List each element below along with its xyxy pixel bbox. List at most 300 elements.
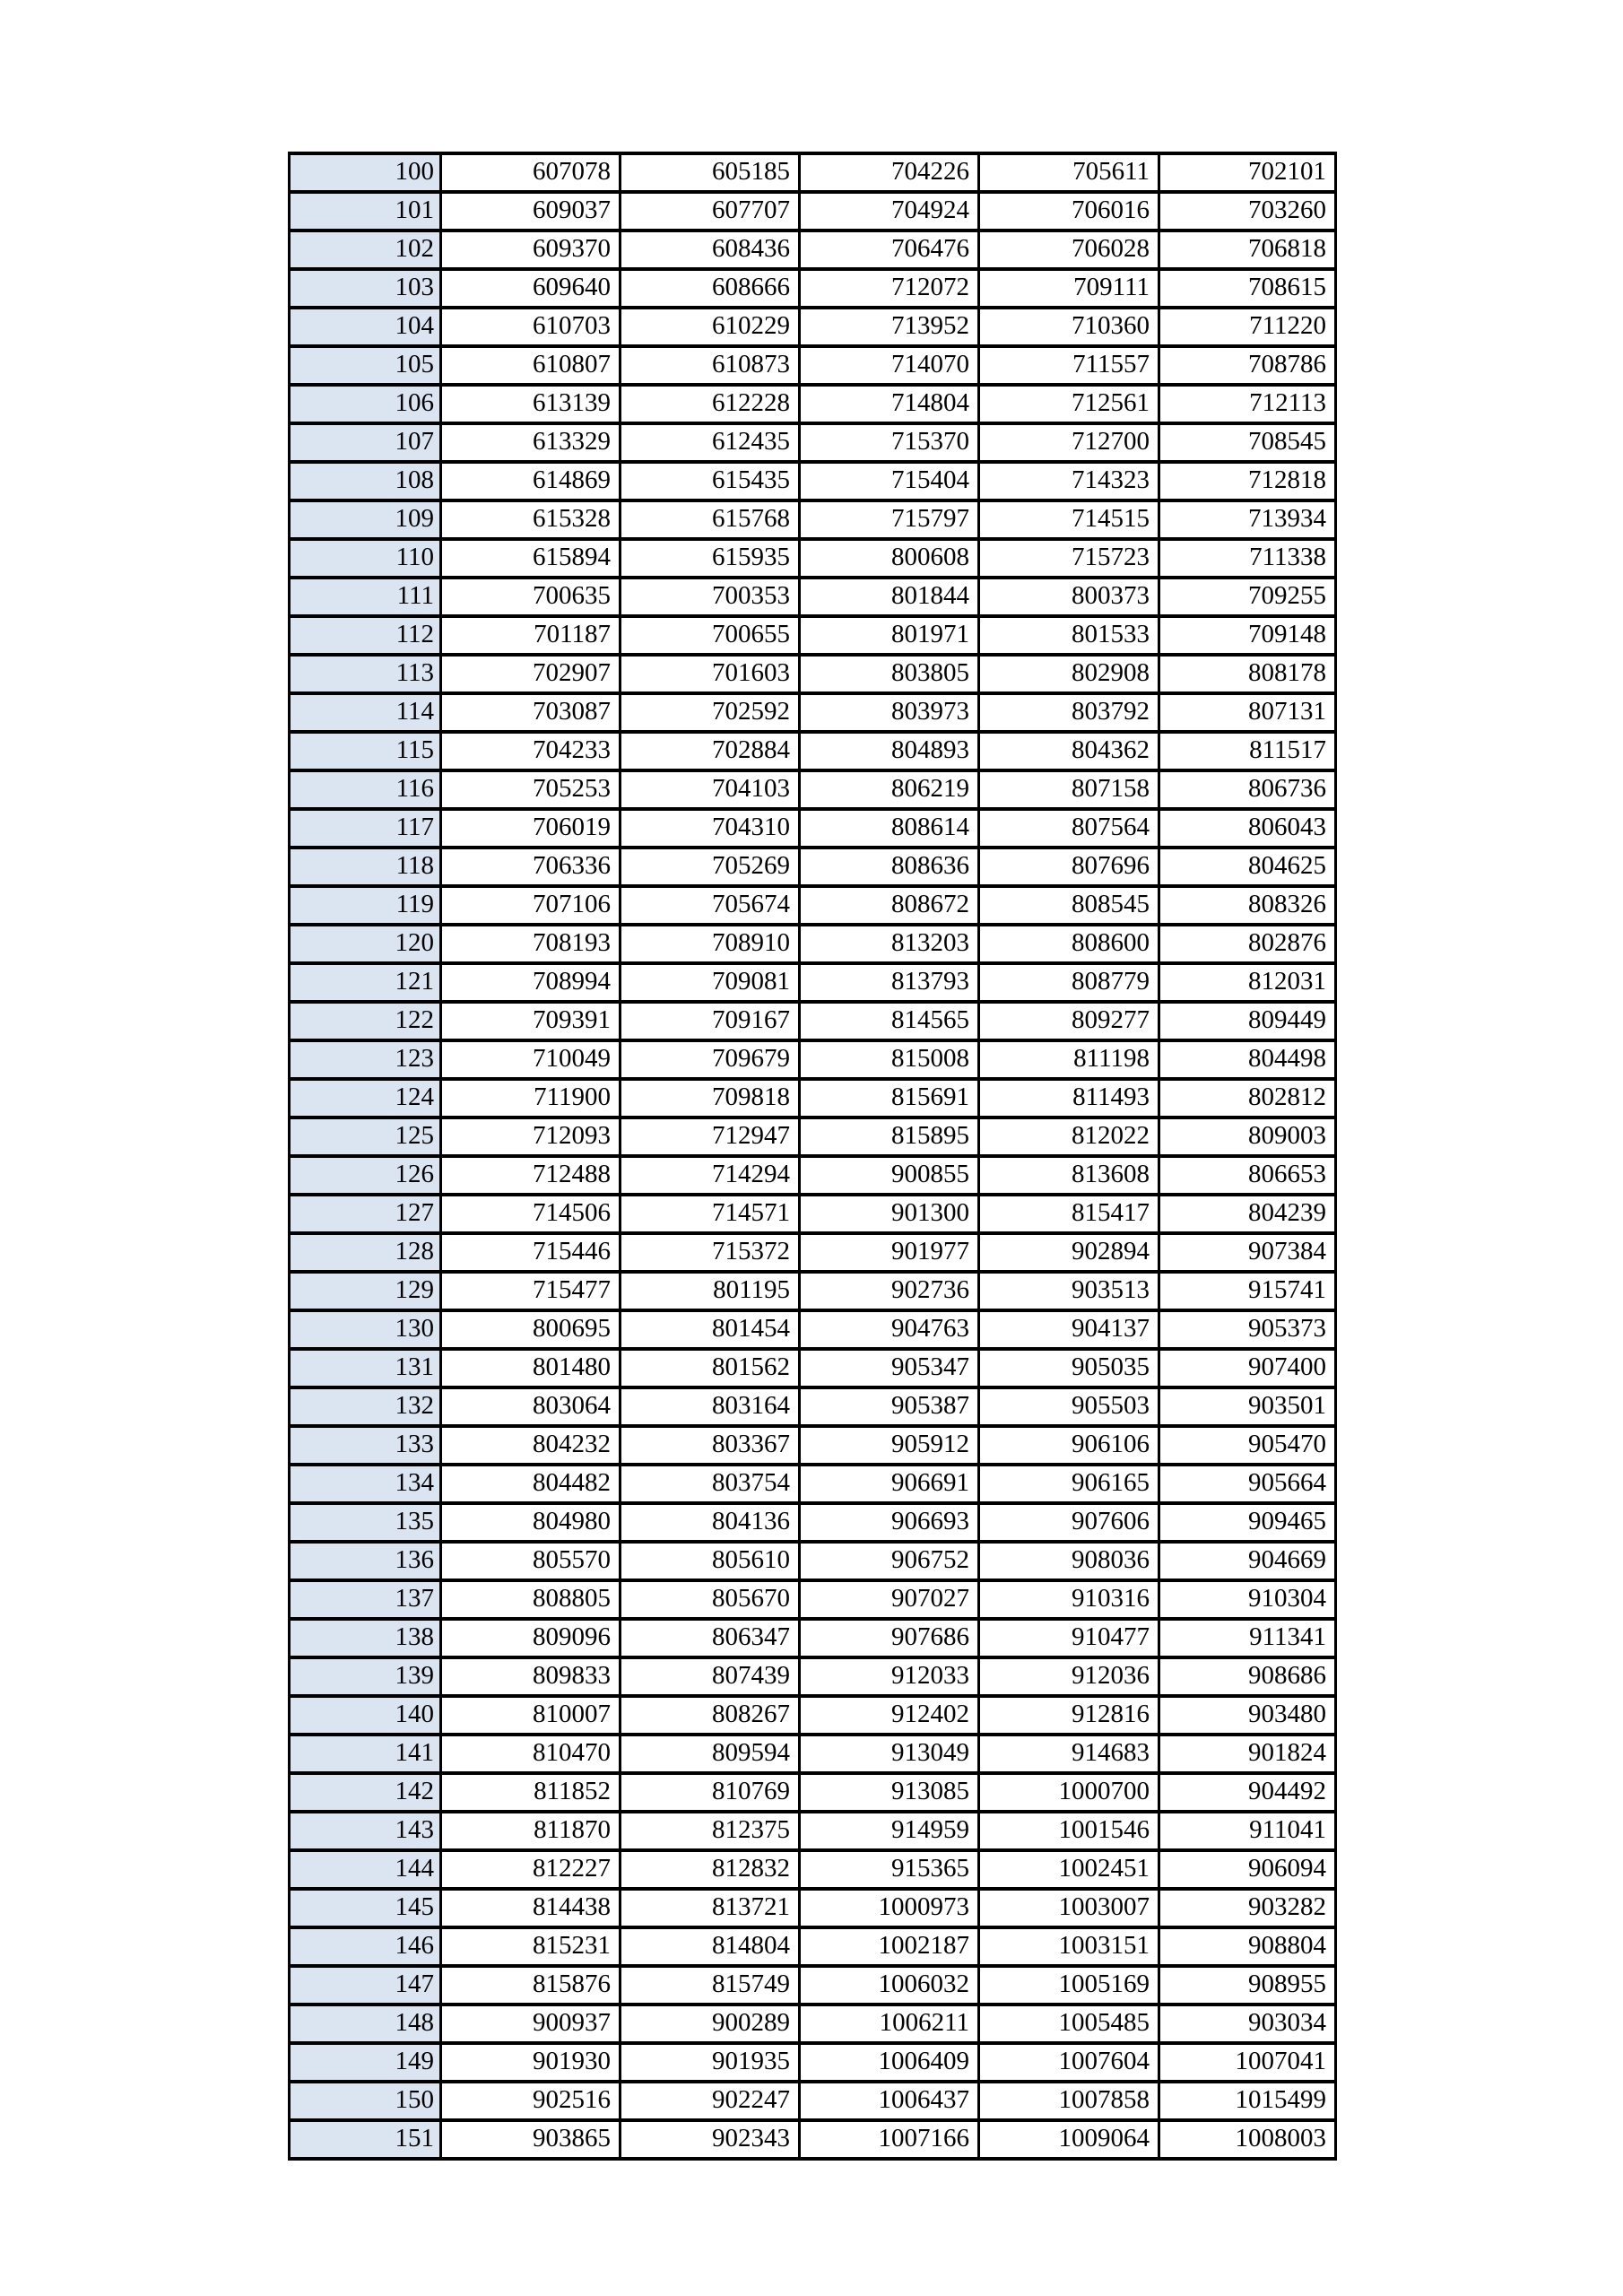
table-row <box>290 2005 1336 2043</box>
value-cell: 906094 <box>1159 1850 1336 1889</box>
row-number-cell: 136 <box>290 1542 441 1580</box>
row-number-cell: 130 <box>290 1310 441 1349</box>
value-cell: 904137 <box>979 1310 1159 1349</box>
value-cell: 809449 <box>1159 1002 1336 1040</box>
value-cell: 713934 <box>1159 500 1336 539</box>
value-cell: 803064 <box>441 1387 621 1426</box>
value-cell: 702884 <box>621 732 800 770</box>
value-cell: 615435 <box>621 462 800 500</box>
value-cell: 710360 <box>979 308 1159 346</box>
value-cell: 815417 <box>979 1195 1159 1233</box>
value-cell: 615894 <box>441 539 621 578</box>
value-cell: 905664 <box>1159 1465 1336 1503</box>
value-cell: 1003151 <box>979 1927 1159 1966</box>
value-cell: 1005485 <box>979 2005 1159 2043</box>
value-cell: 808178 <box>1159 655 1336 693</box>
value-cell: 901935 <box>621 2043 800 2082</box>
row-number-cell: 139 <box>290 1657 441 1696</box>
value-cell: 605185 <box>621 153 800 192</box>
value-cell: 615768 <box>621 500 800 539</box>
row-number-cell: 133 <box>290 1426 441 1465</box>
value-cell: 715372 <box>621 1233 800 1272</box>
value-cell: 808636 <box>800 848 979 886</box>
row-number-cell: 108 <box>290 462 441 500</box>
table-row <box>290 1619 1336 1657</box>
value-cell: 907400 <box>1159 1349 1336 1387</box>
value-cell: 709111 <box>979 269 1159 308</box>
table-row <box>290 655 1336 693</box>
value-cell: 714323 <box>979 462 1159 500</box>
table-row <box>290 1156 1336 1195</box>
table-row <box>290 1503 1336 1542</box>
value-cell: 910477 <box>979 1619 1159 1657</box>
value-cell: 806653 <box>1159 1156 1336 1195</box>
value-cell: 814565 <box>800 1002 979 1040</box>
value-cell: 903865 <box>441 2120 621 2159</box>
value-cell: 812031 <box>1159 963 1336 1002</box>
value-cell: 1006211 <box>800 2005 979 2043</box>
table-row <box>290 1966 1336 2005</box>
value-cell: 712072 <box>800 269 979 308</box>
row-number-cell: 120 <box>290 925 441 963</box>
table-row <box>290 1927 1336 1966</box>
value-cell: 810769 <box>621 1773 800 1812</box>
value-cell: 904669 <box>1159 1542 1336 1580</box>
row-number-cell: 103 <box>290 269 441 308</box>
value-cell: 609037 <box>441 192 621 230</box>
value-cell: 704924 <box>800 192 979 230</box>
table-row <box>290 539 1336 578</box>
value-cell: 804980 <box>441 1503 621 1542</box>
row-number-cell: 145 <box>290 1889 441 1927</box>
value-cell: 709818 <box>621 1079 800 1118</box>
table-row <box>290 1812 1336 1850</box>
value-cell: 803973 <box>800 693 979 732</box>
value-cell: 1007166 <box>800 2120 979 2159</box>
value-cell: 913049 <box>800 1735 979 1773</box>
table-row <box>290 1310 1336 1349</box>
value-cell: 804498 <box>1159 1040 1336 1079</box>
row-number-cell: 113 <box>290 655 441 693</box>
value-cell: 901300 <box>800 1195 979 1233</box>
row-number-cell: 124 <box>290 1079 441 1118</box>
value-cell: 1007604 <box>979 2043 1159 2082</box>
value-cell: 811870 <box>441 1812 621 1850</box>
value-cell: 905912 <box>800 1426 979 1465</box>
value-cell: 703260 <box>1159 192 1336 230</box>
value-cell: 1006409 <box>800 2043 979 2082</box>
table-row <box>290 308 1336 346</box>
value-cell: 708615 <box>1159 269 1336 308</box>
value-cell: 912816 <box>979 1696 1159 1735</box>
table-row <box>290 770 1336 809</box>
value-cell: 701603 <box>621 655 800 693</box>
table-row <box>290 1657 1336 1696</box>
value-cell: 903480 <box>1159 1696 1336 1735</box>
value-cell: 915741 <box>1159 1272 1336 1310</box>
value-cell: 902736 <box>800 1272 979 1310</box>
value-cell: 807696 <box>979 848 1159 886</box>
row-number-cell: 151 <box>290 2120 441 2159</box>
value-cell: 905387 <box>800 1387 979 1426</box>
value-cell: 1009064 <box>979 2120 1159 2159</box>
value-cell: 812022 <box>979 1118 1159 1156</box>
row-number-cell: 122 <box>290 1002 441 1040</box>
row-number-cell: 149 <box>290 2043 441 2082</box>
row-number-cell: 101 <box>290 192 441 230</box>
value-cell: 908955 <box>1159 1966 1336 2005</box>
value-cell: 914959 <box>800 1812 979 1850</box>
value-cell: 714804 <box>800 385 979 423</box>
value-cell: 804482 <box>441 1465 621 1503</box>
value-cell: 706019 <box>441 809 621 848</box>
value-cell: 910316 <box>979 1580 1159 1619</box>
value-cell: 903501 <box>1159 1387 1336 1426</box>
value-cell: 900855 <box>800 1156 979 1195</box>
value-cell: 801971 <box>800 616 979 655</box>
row-number-cell: 138 <box>290 1619 441 1657</box>
value-cell: 912033 <box>800 1657 979 1696</box>
value-cell: 801533 <box>979 616 1159 655</box>
value-cell: 815008 <box>800 1040 979 1079</box>
value-cell: 705611 <box>979 153 1159 192</box>
value-cell: 714070 <box>800 346 979 385</box>
value-cell: 804893 <box>800 732 979 770</box>
value-cell: 706016 <box>979 192 1159 230</box>
value-cell: 715797 <box>800 500 979 539</box>
value-cell: 815691 <box>800 1079 979 1118</box>
value-cell: 812227 <box>441 1850 621 1889</box>
value-cell: 814438 <box>441 1889 621 1927</box>
value-cell: 800695 <box>441 1310 621 1349</box>
table-row <box>290 1696 1336 1735</box>
value-cell: 715723 <box>979 539 1159 578</box>
table-row <box>290 1233 1336 1272</box>
value-cell: 907384 <box>1159 1233 1336 1272</box>
table-row <box>290 1850 1336 1889</box>
value-cell: 702592 <box>621 693 800 732</box>
value-cell: 709391 <box>441 1002 621 1040</box>
value-cell: 709255 <box>1159 578 1336 616</box>
value-cell: 708786 <box>1159 346 1336 385</box>
table-row <box>290 346 1336 385</box>
table-row <box>290 848 1336 886</box>
value-cell: 700635 <box>441 578 621 616</box>
table-row <box>290 192 1336 230</box>
value-cell: 908036 <box>979 1542 1159 1580</box>
value-cell: 914683 <box>979 1735 1159 1773</box>
value-cell: 812832 <box>621 1850 800 1889</box>
value-cell: 908686 <box>1159 1657 1336 1696</box>
value-cell: 714294 <box>621 1156 800 1195</box>
row-number-cell: 107 <box>290 423 441 462</box>
row-number-cell: 140 <box>290 1696 441 1735</box>
table-row <box>290 462 1336 500</box>
row-number-cell: 143 <box>290 1812 441 1850</box>
row-number-cell: 137 <box>290 1580 441 1619</box>
value-cell: 810007 <box>441 1696 621 1735</box>
value-cell: 712700 <box>979 423 1159 462</box>
value-cell: 901977 <box>800 1233 979 1272</box>
value-cell: 715404 <box>800 462 979 500</box>
row-number-cell: 119 <box>290 886 441 925</box>
table-row <box>290 886 1336 925</box>
value-cell: 702101 <box>1159 153 1336 192</box>
value-cell: 812375 <box>621 1812 800 1850</box>
value-cell: 808614 <box>800 809 979 848</box>
value-cell: 807158 <box>979 770 1159 809</box>
table-row <box>290 1542 1336 1580</box>
value-cell: 712561 <box>979 385 1159 423</box>
value-cell: 901824 <box>1159 1735 1336 1773</box>
value-cell: 808545 <box>979 886 1159 925</box>
value-cell: 711900 <box>441 1079 621 1118</box>
table-row <box>290 616 1336 655</box>
value-cell: 612435 <box>621 423 800 462</box>
table-row <box>290 693 1336 732</box>
table-row <box>290 1272 1336 1310</box>
value-cell: 803367 <box>621 1426 800 1465</box>
value-cell: 806736 <box>1159 770 1336 809</box>
row-number-cell: 109 <box>290 500 441 539</box>
value-cell: 711220 <box>1159 308 1336 346</box>
value-cell: 613139 <box>441 385 621 423</box>
value-cell: 612228 <box>621 385 800 423</box>
value-cell: 804232 <box>441 1426 621 1465</box>
value-cell: 808672 <box>800 886 979 925</box>
value-cell: 808326 <box>1159 886 1336 925</box>
table-row <box>290 1040 1336 1079</box>
value-cell: 900937 <box>441 2005 621 2043</box>
value-cell: 809096 <box>441 1619 621 1657</box>
value-cell: 709167 <box>621 1002 800 1040</box>
value-cell: 712947 <box>621 1118 800 1156</box>
value-cell: 906691 <box>800 1465 979 1503</box>
value-cell: 712113 <box>1159 385 1336 423</box>
row-number-cell: 125 <box>290 1118 441 1156</box>
row-number-cell: 141 <box>290 1735 441 1773</box>
value-cell: 608436 <box>621 230 800 269</box>
value-cell: 802908 <box>979 655 1159 693</box>
value-cell: 708994 <box>441 963 621 1002</box>
value-cell: 810470 <box>441 1735 621 1773</box>
table-row <box>290 1773 1336 1812</box>
value-cell: 714506 <box>441 1195 621 1233</box>
value-cell: 808805 <box>441 1580 621 1619</box>
value-cell: 803754 <box>621 1465 800 1503</box>
value-cell: 910304 <box>1159 1580 1336 1619</box>
value-cell: 906106 <box>979 1426 1159 1465</box>
table-row <box>290 732 1336 770</box>
value-cell: 610807 <box>441 346 621 385</box>
value-cell: 1000973 <box>800 1889 979 1927</box>
value-cell: 610703 <box>441 308 621 346</box>
row-number-cell: 121 <box>290 963 441 1002</box>
table-row <box>290 1387 1336 1426</box>
value-cell: 610873 <box>621 346 800 385</box>
value-cell: 708545 <box>1159 423 1336 462</box>
value-cell: 709679 <box>621 1040 800 1079</box>
value-cell: 712093 <box>441 1118 621 1156</box>
value-cell: 804239 <box>1159 1195 1336 1233</box>
value-cell: 1008003 <box>1159 2120 1336 2159</box>
value-cell: 709081 <box>621 963 800 1002</box>
value-cell: 615328 <box>441 500 621 539</box>
row-number-cell: 132 <box>290 1387 441 1426</box>
value-cell: 704103 <box>621 770 800 809</box>
value-cell: 1001546 <box>979 1812 1159 1850</box>
value-cell: 907686 <box>800 1619 979 1657</box>
value-cell: 714515 <box>979 500 1159 539</box>
value-cell: 907606 <box>979 1503 1159 1542</box>
table-row <box>290 500 1336 539</box>
value-cell: 801454 <box>621 1310 800 1349</box>
table-row <box>290 153 1336 192</box>
row-number-cell: 106 <box>290 385 441 423</box>
value-cell: 709148 <box>1159 616 1336 655</box>
table-row <box>290 2043 1336 2082</box>
row-number-cell: 104 <box>290 308 441 346</box>
row-number-cell: 105 <box>290 346 441 385</box>
value-cell: 903034 <box>1159 2005 1336 2043</box>
table-row <box>290 2082 1336 2120</box>
value-cell: 805670 <box>621 1580 800 1619</box>
value-cell: 911341 <box>1159 1619 1336 1657</box>
value-cell: 705269 <box>621 848 800 886</box>
table-row <box>290 1079 1336 1118</box>
row-number-cell: 123 <box>290 1040 441 1079</box>
table-row <box>290 963 1336 1002</box>
value-cell: 1006437 <box>800 2082 979 2120</box>
table-row <box>290 1735 1336 1773</box>
value-cell: 805570 <box>441 1542 621 1580</box>
value-cell: 806043 <box>1159 809 1336 848</box>
row-number-cell: 134 <box>290 1465 441 1503</box>
value-cell: 912402 <box>800 1696 979 1735</box>
value-cell: 614869 <box>441 462 621 500</box>
value-cell: 804136 <box>621 1503 800 1542</box>
value-cell: 902894 <box>979 1233 1159 1272</box>
value-cell: 905035 <box>979 1349 1159 1387</box>
value-cell: 915365 <box>800 1850 979 1889</box>
value-cell: 801480 <box>441 1349 621 1387</box>
value-cell: 807439 <box>621 1657 800 1696</box>
table-row <box>290 1195 1336 1233</box>
value-cell: 902247 <box>621 2082 800 2120</box>
value-cell: 1005169 <box>979 1966 1159 2005</box>
value-cell: 1002451 <box>979 1850 1159 1889</box>
value-cell: 903513 <box>979 1272 1159 1310</box>
value-cell: 813721 <box>621 1889 800 1927</box>
table-row <box>290 269 1336 308</box>
row-number-cell: 110 <box>290 539 441 578</box>
row-number-cell: 118 <box>290 848 441 886</box>
value-cell: 809833 <box>441 1657 621 1696</box>
value-cell: 801195 <box>621 1272 800 1310</box>
value-cell: 710049 <box>441 1040 621 1079</box>
value-cell: 805610 <box>621 1542 800 1580</box>
row-number-cell: 142 <box>290 1773 441 1812</box>
value-cell: 703087 <box>441 693 621 732</box>
value-cell: 607078 <box>441 153 621 192</box>
value-cell: 808779 <box>979 963 1159 1002</box>
value-cell: 814804 <box>621 1927 800 1966</box>
value-cell: 712488 <box>441 1156 621 1195</box>
value-cell: 903282 <box>1159 1889 1336 1927</box>
value-cell: 613329 <box>441 423 621 462</box>
value-cell: 809594 <box>621 1735 800 1773</box>
value-cell: 804362 <box>979 732 1159 770</box>
value-cell: 1000700 <box>979 1773 1159 1812</box>
value-cell: 1007041 <box>1159 2043 1336 2082</box>
value-cell: 1002187 <box>800 1927 979 1966</box>
row-number-cell: 114 <box>290 693 441 732</box>
table-row <box>290 1465 1336 1503</box>
table-row <box>290 1349 1336 1387</box>
row-number-cell: 128 <box>290 1233 441 1272</box>
value-cell: 705674 <box>621 886 800 925</box>
table-row <box>290 578 1336 616</box>
table-row <box>290 1426 1336 1465</box>
value-cell: 706476 <box>800 230 979 269</box>
value-cell: 811198 <box>979 1040 1159 1079</box>
value-cell: 803164 <box>621 1387 800 1426</box>
value-cell: 708193 <box>441 925 621 963</box>
table-row <box>290 1580 1336 1619</box>
value-cell: 1007858 <box>979 2082 1159 2120</box>
value-cell: 714571 <box>621 1195 800 1233</box>
value-cell: 700655 <box>621 616 800 655</box>
value-cell: 801562 <box>621 1349 800 1387</box>
value-cell: 711557 <box>979 346 1159 385</box>
table-row <box>290 385 1336 423</box>
number-table <box>288 152 1337 2161</box>
value-cell: 706818 <box>1159 230 1336 269</box>
row-number-cell: 147 <box>290 1966 441 2005</box>
value-cell: 704310 <box>621 809 800 848</box>
value-cell: 803792 <box>979 693 1159 732</box>
value-cell: 815895 <box>800 1118 979 1156</box>
value-cell: 908804 <box>1159 1927 1336 1966</box>
row-number-cell: 135 <box>290 1503 441 1542</box>
value-cell: 815231 <box>441 1927 621 1966</box>
value-cell: 713952 <box>800 308 979 346</box>
value-cell: 905373 <box>1159 1310 1336 1349</box>
value-cell: 902343 <box>621 2120 800 2159</box>
value-cell: 811517 <box>1159 732 1336 770</box>
value-cell: 607707 <box>621 192 800 230</box>
row-number-cell: 100 <box>290 153 441 192</box>
value-cell: 815876 <box>441 1966 621 2005</box>
value-cell: 702907 <box>441 655 621 693</box>
row-number-cell: 117 <box>290 809 441 848</box>
value-cell: 801844 <box>800 578 979 616</box>
value-cell: 610229 <box>621 308 800 346</box>
value-cell: 813203 <box>800 925 979 963</box>
value-cell: 811493 <box>979 1079 1159 1118</box>
value-cell: 609640 <box>441 269 621 308</box>
value-cell: 808267 <box>621 1696 800 1735</box>
value-cell: 608666 <box>621 269 800 308</box>
value-cell: 802876 <box>1159 925 1336 963</box>
value-cell: 905503 <box>979 1387 1159 1426</box>
value-cell: 904492 <box>1159 1773 1336 1812</box>
value-cell: 1006032 <box>800 1966 979 2005</box>
value-cell: 802812 <box>1159 1079 1336 1118</box>
value-cell: 711338 <box>1159 539 1336 578</box>
value-cell: 700353 <box>621 578 800 616</box>
value-cell: 905470 <box>1159 1426 1336 1465</box>
